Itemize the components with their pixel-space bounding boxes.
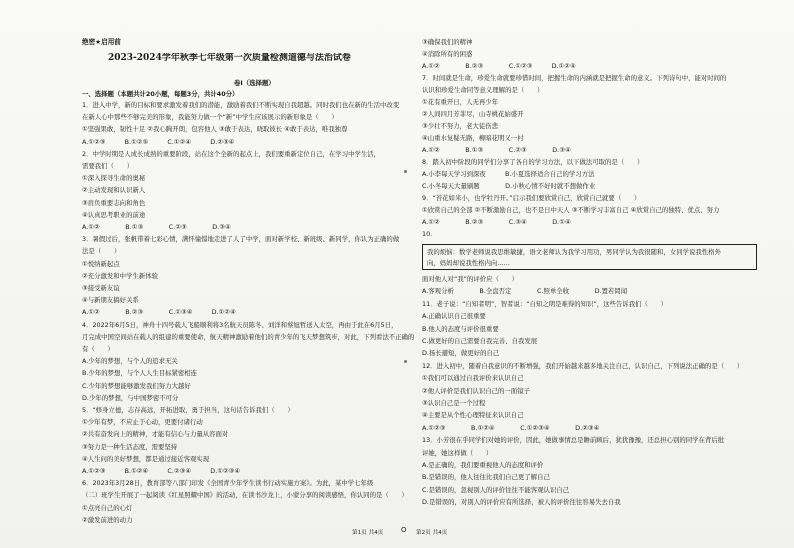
question-line: ④人生问的美好梦想，都是通过接近客观实现 — [82, 454, 210, 463]
question-line: ②他人评价是我们认识自己的一面镜子 — [422, 386, 530, 395]
question-line: ④消除所有的困惑 — [422, 50, 473, 58]
question-line: A.少年的梦想，与个人的追求无关 — [82, 357, 178, 366]
question-line: 11．老子说：“自知者明”，智者说：“自知之明是难得的知识”，这些告诉我们（ ） — [422, 299, 668, 308]
question-line: ④与新朋友搞好关系 — [82, 296, 139, 305]
question-line: B.是错误的，他人往往比我们自己更了解自己 — [422, 473, 550, 482]
secret-mark: 绝密★启用前 — [82, 38, 121, 46]
question-line: C.做更好的自己需要自我完善、自我发展 — [422, 337, 538, 345]
question-line: B.他人的态度与评价很重要 — [422, 324, 499, 333]
question-line: A.客观分析 B.全盘否定 C.照单全收 D.置若罔闻 — [422, 287, 628, 296]
question-line: 月完成中国空间站在载人的组建的重要使命，航天精神激励着他们的青少年的飞天梦想筑步，对此，下列看法不正确的 — [82, 332, 415, 341]
question-line: 5．“修身立德，志存高远，开拓进取，勇于担当，这句话告诉我们（ ） — [82, 406, 294, 414]
question-line: A.正确认识自己很重要 — [422, 312, 486, 321]
question-line: 4．2022年6月5日，神舟十四号载人飞船顺利将3名航天员陈冬、刘洋和蔡旭哲送入太空，再由于此在6月5日， — [82, 320, 398, 329]
question-line: C.少年的梦想能够激发我们努力大越好 — [82, 381, 191, 390]
question-line: ③努力是一种生活态度，需要坚持 — [82, 442, 178, 451]
question-line: A.①② B.①③ C.②③ D.③④ — [82, 223, 231, 231]
right-column — [422, 0, 758, 548]
question-line: A.小李每天学习到深夜 B.小夏选择适合自己的学习方法 — [422, 170, 595, 178]
question-line: A.①② B.②③ C.③④ D.①④ — [422, 218, 571, 226]
question-line: A.是正确的，我们要重视他人的态度和评价 — [422, 461, 544, 469]
question-line: ④认真思考职业的前途 — [82, 210, 146, 219]
question-line: ③确保我们的精神 — [422, 38, 473, 46]
question-line: ③少壮不努力，老大徒伤悲 — [422, 122, 499, 130]
footer-circle: O — [401, 526, 407, 534]
question-line: 13．小芳很在乎同学们对她的评价，因此，她做事情总是瞻前顾后，犹犹豫豫，还总担心别的同学在背后批 — [422, 436, 725, 445]
question-line: （二）班学生开展了一起阅读《红星照耀中国》的活动，在读书沙龙上，小蒙分享的阅读感悟，你认同的是（ ） — [82, 491, 408, 500]
page-title: 2023-2024学年秋季七年级第一次质量检测道德与法治试卷 — [108, 53, 351, 63]
question-line: 需要我们（ ） — [82, 162, 134, 170]
question-line: 12．进入初中，随着自我意识的不断增强，我们开始越来越多地关注自己，认识自己，下列说法正确的是（ ） — [422, 361, 744, 370]
question-line: ②主动发现和认识新人 — [82, 186, 146, 195]
question-line: ②充分激发和中学生新体验 — [82, 271, 159, 280]
question-line: B.少年的梦想，与个人人生目标紧密相连 — [82, 369, 198, 378]
question-line: A.①②③ B.①②④ C.②③④ D.①②③④ — [82, 467, 241, 475]
question-line: D.少年的梦想，与中国梦密不可分 — [82, 393, 179, 402]
question-line: ①点亮自己的心灯 — [82, 503, 133, 512]
question-line: 8．踏入初中阶段的同学们分享了各自的学习方法，以下做法可取的是（ ） — [422, 158, 644, 166]
volume-label: 卷I（选择题） — [234, 79, 275, 87]
question-line: D.是错误的，对别人的评价应有所选择，被人的评价往往容易失去自我 — [422, 498, 621, 507]
question-line: 法是（ ） — [82, 247, 121, 256]
question-line: ①我们可以通过自我评价来认识自己 — [422, 374, 524, 383]
question-line: ③肩负重要志向和角色 — [82, 198, 146, 207]
question-line: 10. — [422, 230, 433, 238]
question-line: A.①② B.①③ C.②③ D.③④ — [422, 146, 571, 154]
question-line: ②共有奋发向上的精神，才能有信心与力量从容面对 — [82, 430, 229, 439]
question-line: 9．“苔花如米小，也学牡丹开。”启示我们要欣赏自己，欣赏自己就要（ ） — [422, 194, 641, 202]
question-line: ②激发前进的动力 — [82, 515, 133, 524]
question-line: A.①②③ B.①②④ C.①②③④ D.②③④ — [422, 423, 600, 432]
question-line: ①悦纳新起点 — [82, 259, 120, 268]
question-line: 1．进入中学，新的目标和要求激发着我们的潜能，激励着我们不断实现自我超越。同时我们也在新的生活中改变 — [82, 101, 400, 109]
question-line: ③接受新友谊 — [82, 284, 120, 292]
question-line: 7．时间就是生命，珍爱生命就要珍惜时间，把握生命的内涵就是把握生命的意义。下列诗句中，能对时间的 — [422, 74, 727, 82]
question-line: 向，妈妈却说我性格内向…… — [427, 258, 511, 267]
question-line: A.①② B.②③ C.①②③ D.①②④ — [422, 62, 576, 70]
question-line: ①坚强果敢，韧性十足 ②我心胸开朗，包容他人 ③敢于表达，晓取彼长 ④敢于表达，唯我独尊 — [82, 125, 348, 134]
question-line: A.①② B.②③ C.①③④ D.①②④ — [82, 308, 236, 317]
question-line: 有（ ） — [82, 345, 114, 353]
footer-right-page: 第2页 共4页 — [416, 530, 448, 536]
question-line: 面对他人对“我”的评价应（ ） — [422, 275, 519, 283]
question-line: ①深入探寻生命的奥秘 — [82, 174, 146, 183]
left-column — [82, 0, 415, 548]
question-line: 3．暑假过后，张帆带着七彩心情，满怀憧憬地走进了人了中学，面对新学校、新班级、新同学，你认为正确的做 — [82, 235, 400, 244]
question-line: ④山重水复疑无路，柳暗花明又一村 — [422, 134, 524, 142]
question-line: 评她，她这样做（ ） — [422, 448, 493, 457]
question-line: 6．2023年3月28日，教育部等八部门印发《全国青少年学生读书行动实施方案》。为此，某中学七年级 — [82, 479, 374, 488]
question-line: 在新人心中那些不够完美的形象，我能努力做一个“新”中学生应该展示的新形象是（ ） — [82, 113, 338, 122]
footer-left-page: 第1页 共4页 — [352, 530, 384, 536]
question-line: A.①②③ B.①②⑤ C.①②④ D.②③④ — [82, 137, 235, 146]
question-line: ④主要是从个性心理特征来认识自己 — [422, 411, 524, 420]
question-line: 2．中学时期是人成长成熟的重要阶段，站在这个全新的起点上，我们要重新定位自己，在学习中学生活， — [82, 149, 381, 158]
binding-hole — [404, 170, 407, 173]
question-line: D.扬长避短，做更好的自己 — [422, 349, 500, 358]
binding-hole — [404, 360, 407, 363]
question-line: ①少年有梦，不应止于心动，更要付诸行动 — [82, 418, 203, 427]
question-line: ①欣赏自己的全部 ②不断激励自己，也不是日中天人 ③不断学习丰富自己 ④欣赏自己的独特、优点、努力 — [422, 206, 720, 214]
section-heading: 一、选择题（本题共计20小题，每题3分，共计40分） — [82, 90, 239, 98]
question-line: 认识和珍爱生命同等意义理解的是（ ） — [422, 86, 544, 94]
question-line: C.小冬每天大量刷题 D.小秋心情不好时就不想做作业 — [422, 182, 596, 190]
question-line: 我的烦恼：数学老师说我思维敏捷，语文老师认为我学习用功，男同学认为我很随和，女同学说我性格外 — [427, 248, 721, 256]
question-line: ①花有重开日，人无再少年 — [422, 98, 499, 106]
question-line: ②人间四月芳菲尽，山寺桃花始盛开 — [422, 110, 524, 118]
q10-scenario-box — [422, 244, 757, 270]
question-line: ③认识自己是一个过程 — [422, 399, 486, 407]
question-line: C.是错误的，忽视别人的评价往往不能客观认识自己 — [422, 485, 570, 494]
